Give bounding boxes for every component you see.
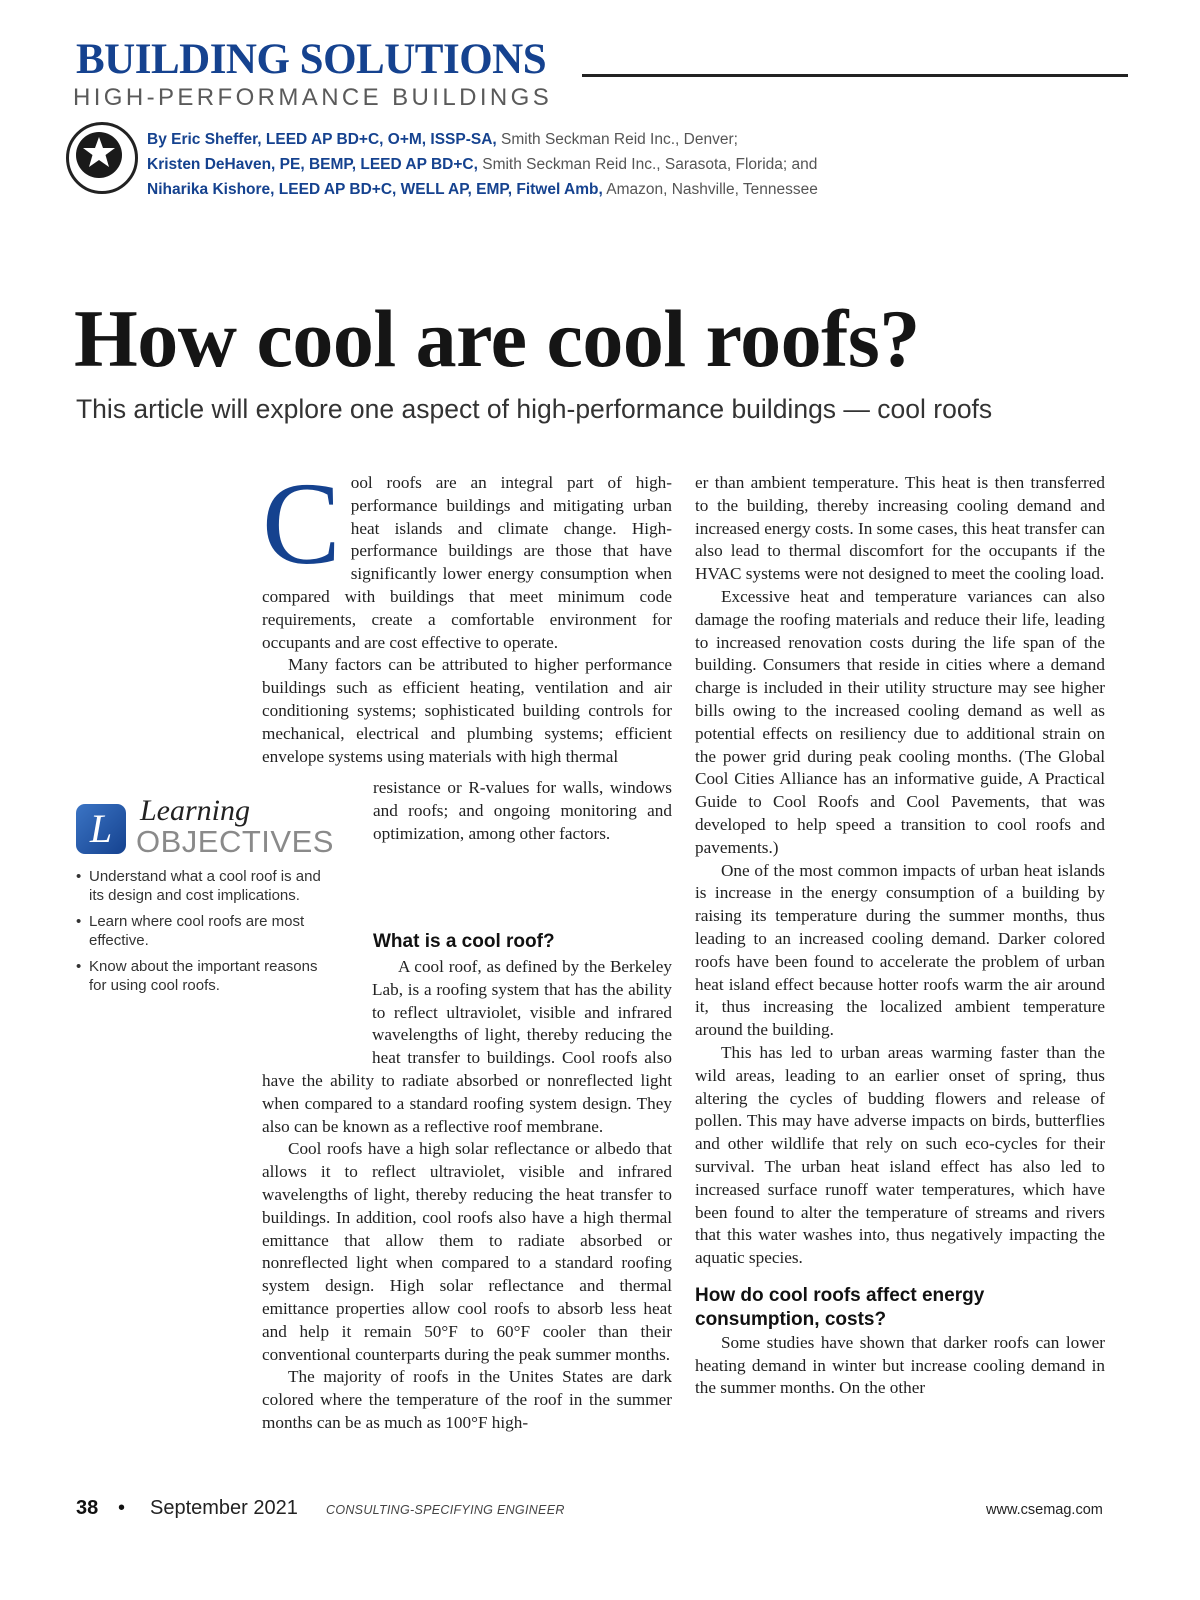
section-rule bbox=[582, 74, 1128, 77]
author-affiliation: Smith Seckman Reid Inc., Denver; bbox=[501, 131, 738, 148]
body-paragraph: The majority of roofs in the Unites States are dark colored where the temperature of the roof in the summer months can be as much as 100°F high- bbox=[262, 1367, 672, 1432]
learning-objective-item: • Learn where cool roofs are most effective. bbox=[76, 913, 338, 950]
body-column-left-lower bbox=[262, 956, 672, 1435]
body-paragraph: A cool roof, as defined by the Berkeley Lab, is a roofing system that has the ability to reflect ultraviolet, visible and infrared wavelengths of light, thereby reducing the heat transfer to buildings. Cool roofs also have the ability to radiate absorbed or nonreflected light when compared to a standard roofing system design. They also can be known as a reflective roof membrane. bbox=[262, 957, 672, 1136]
body-paragraph: Cool roofs have a high solar reflectance or albedo that allows it to reflect ultraviolet, visible and infrared wavelengths of light, thereby reducing the heat transfer to buildings. In addition, cool roofs also have a high thermal emittance that allow them to radiate absorbed or nonreflected light when compared to a standard roofing system design. High solar reflectance and thermal emittance properties allow cool roofs to absorb less heat and help it remain 50°F to 60°F cooler than their conventional counterparts during the peak summer months. bbox=[262, 1139, 672, 1364]
author-affiliation: Smith Seckman Reid Inc., Sarasota, Florida; and bbox=[482, 156, 818, 173]
learning-objectives-title-caps: OBJECTIVES bbox=[136, 824, 334, 859]
body-column-right bbox=[695, 472, 1105, 1400]
author-line bbox=[147, 182, 818, 198]
website-link[interactable]: www.csemag.com bbox=[986, 1502, 1103, 1518]
learning-objective-item: • Know about the important reasons for using cool roofs. bbox=[76, 958, 338, 995]
author-name: Kristen DeHaven, PE, BEMP, LEED AP BD+C, bbox=[147, 156, 478, 173]
headline: How cool are cool roofs? bbox=[74, 293, 920, 384]
body-column-left-section bbox=[373, 930, 672, 954]
issue-date: September 2021 bbox=[150, 1497, 298, 1519]
body-paragraph bbox=[262, 654, 672, 768]
body-paragraph: er than ambient temperature. This heat is then transferred to the building, thereby increasing cooling demand and increased energy costs. In some cases, this heat transfer can also lead to thermal discomfort for the occupants if the HVAC systems were not designed to meet the cooling load. bbox=[695, 473, 1105, 584]
learning-objectives-title-script: Learning bbox=[140, 794, 251, 827]
author-line bbox=[147, 157, 817, 173]
deck: This article will explore one aspect of high-performance buildings — cool roofs bbox=[76, 394, 993, 424]
author-name: Niharika Kishore, LEED AP BD+C, WELL AP, EMP, Fitwel Amb, bbox=[147, 181, 603, 198]
section-title: BUILDING SOLUTIONS bbox=[76, 36, 547, 83]
section-heading: How do cool roofs affect energy consumption, costs? bbox=[695, 1284, 985, 1330]
body-paragraph: Excessive heat and temperature variances can also damage the roofing materials and reduce their life, leading to increased renovation costs during the life span of the building. Consumers that reside in cities where a demand charge is included in their utility structure may see higher bills owing to the increased cooling demand as well as potential effects on resiliency due to additional strain on the power grid during peak cooling months. (The Global Cool Cities Alliance has an informative guide, A Practical Guide to Cool Roofs and Cool Pavements, that was developed to help speed a transition to cool roofs and pavements.) bbox=[695, 586, 1105, 857]
learning-objectives-icon bbox=[76, 804, 126, 854]
learning-objective-item: • Understand what a cool roof is and its design and cost implications. bbox=[76, 868, 338, 905]
author-affiliation: Amazon, Nashville, Tennessee bbox=[606, 181, 818, 198]
body-column-left-inset bbox=[373, 777, 672, 845]
section-subtitle: HIGH-PERFORMANCE BUILDINGS bbox=[73, 84, 553, 111]
section-heading: What is a cool roof? bbox=[373, 931, 555, 952]
footer-separator: • bbox=[118, 1497, 126, 1519]
body-paragraph-text: Many factors can be attributed to higher performance buildings such as efficient heating, ventilation and air conditioning systems; sophisticated building controls for mechanical, electrical and plumbing systems; efficient envelope systems using materials with high thermal bbox=[262, 655, 672, 766]
body-paragraph: This has led to urban areas warming faster than the wild areas, leading to an earlier onset of spring, thus altering the cycles of budding flowers and release of pollen. This may have adverse impacts on birds, butterflies and other wildlife that rely on such eco-cycles for their survival. The urban heat island effect has also led to increased surface runoff water temperatures, which have been found to alter the temperature of streams and rivers that this water washes into, thus negatively impacting the aquatic species. bbox=[695, 1042, 1105, 1268]
page-number: 38 bbox=[76, 1497, 99, 1519]
body-column-left bbox=[262, 458, 672, 768]
peer-reviewed-badge-icon bbox=[66, 122, 138, 194]
body-paragraph: One of the most common impacts of urban heat islands is increase in the energy consumption of a building by raising its temperature during the summer months, thus leading to an increased cooling demand. Darker colored roofs have been found to accelerate the problem of urban heat island effect because hotter roofs warm the air around it, thus increasing the localized ambient temperature around the building. bbox=[695, 860, 1105, 1040]
author-line bbox=[147, 132, 738, 148]
body-paragraph: ool roofs are an integral part of high-performance buildings and mitigating urban heat islands and climate change. High-performance buildings are those that have significantly lower energy consumption when compared with buildings that meet minimum code requirements, create a comfortable environment for occupants and are cost effective to operate. bbox=[262, 473, 672, 652]
magazine-name: CONSULTING-SPECIFYING ENGINEER bbox=[326, 1503, 565, 1517]
dropcap: C bbox=[262, 458, 341, 589]
learning-objectives-icon-letter: L bbox=[89, 806, 113, 851]
author-name: By Eric Sheffer, LEED AP BD+C, O+M, ISSP-SA, bbox=[147, 131, 497, 148]
body-paragraph-continued: resistance or R-values for walls, windows and roofs; and ongoing monitoring and optimization, among other factors. bbox=[373, 778, 672, 843]
float-spacer bbox=[262, 956, 372, 1048]
body-paragraph: Some studies have shown that darker roofs can lower heating demand in winter but increase cooling demand in the summer months. On the other bbox=[695, 1332, 1105, 1398]
